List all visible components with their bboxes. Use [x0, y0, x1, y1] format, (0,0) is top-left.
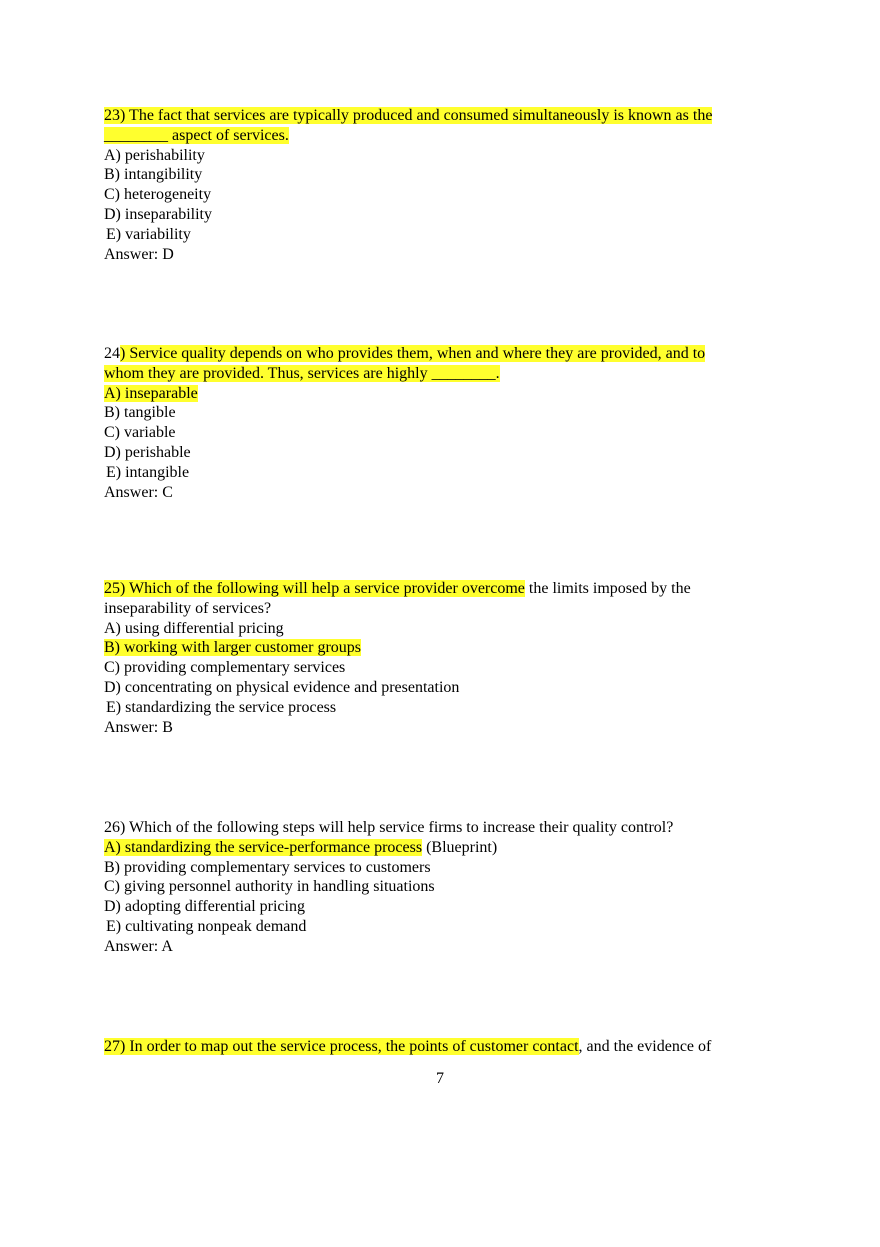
- answer-option-d: D) concentrating on physical evidence and presentation: [104, 678, 460, 696]
- answer-option-c: C) providing complementary services: [104, 659, 346, 677]
- question-24: [104, 344, 774, 502]
- answer-option-d: D) adopting differential pricing: [104, 898, 305, 916]
- answer-option-d: D) perishable: [104, 443, 191, 461]
- answer-option-b: B) tangible: [104, 404, 176, 422]
- question-27: [104, 1037, 774, 1057]
- question-stem-line: inseparability of services?: [104, 599, 272, 617]
- answer-option-a: [104, 838, 774, 858]
- answer-option-a: A) using differential pricing: [104, 619, 284, 637]
- question-23: [104, 106, 774, 264]
- stem-text: the limits imposed by the: [524, 580, 691, 597]
- highlighted-text: ) Service quality depends on who provides them, when and where they are provided, and to: [120, 345, 706, 362]
- answer-option-a: A) perishability: [104, 146, 205, 164]
- highlighted-text: 25) Which of the following will help a service provider overcome: [104, 580, 525, 597]
- highlighted-text: ________ aspect of services.: [104, 126, 289, 144]
- answer-option-a: [104, 384, 774, 404]
- answer-key: Answer: C: [104, 483, 173, 501]
- option-note: (Blueprint): [422, 838, 498, 856]
- answer-option-c: C) heterogeneity: [104, 186, 212, 204]
- question-stem-line: 26) Which of the following steps will help service firms to increase their quality control?: [104, 819, 674, 836]
- highlighted-text: A) standardizing the service-performance process: [104, 838, 423, 856]
- answer-option-e: E) intangible: [106, 463, 190, 481]
- question-25: [104, 579, 774, 737]
- answer-option-b: B) intangibility: [104, 166, 203, 184]
- answer-option-e: E) variability: [106, 225, 191, 243]
- highlighted-text: 27) In order to map out the service process, the points of customer contact: [104, 1038, 579, 1055]
- question-stem-line: [104, 344, 774, 364]
- highlighted-text: B) working with larger customer groups: [104, 639, 361, 657]
- answer-option-c: C) variable: [104, 424, 176, 442]
- answer-option-c: C) giving personnel authority in handling situations: [104, 878, 435, 896]
- question-stem-line: [104, 1037, 774, 1057]
- question-stem-line: [104, 364, 774, 384]
- highlighted-text: 23) The fact that services are typically produced and consumed simultaneously is known as the: [104, 107, 713, 124]
- highlighted-text: A) inseparable: [104, 384, 198, 402]
- page-number: 7: [436, 1070, 444, 1087]
- answer-option-b: B) providing complementary services to customers: [104, 858, 431, 876]
- question-stem-line: [104, 126, 774, 146]
- answer-key: Answer: D: [104, 245, 174, 263]
- answer-option-d: D) inseparability: [104, 205, 212, 223]
- question-number: 24: [104, 345, 120, 362]
- answer-option-e: E) standardizing the service process: [106, 698, 337, 716]
- question-26: [104, 818, 774, 957]
- question-stem-line: [104, 106, 774, 126]
- answer-option-b: [104, 638, 774, 658]
- answer-key: Answer: A: [104, 937, 173, 955]
- question-stem-line: [104, 579, 774, 599]
- stem-text: , and the evidence of: [578, 1038, 712, 1055]
- answer-option-e: E) cultivating nonpeak demand: [106, 917, 307, 935]
- highlighted-text: whom they are provided. Thus, services are highly ________.: [104, 364, 500, 382]
- answer-key: Answer: B: [104, 718, 173, 736]
